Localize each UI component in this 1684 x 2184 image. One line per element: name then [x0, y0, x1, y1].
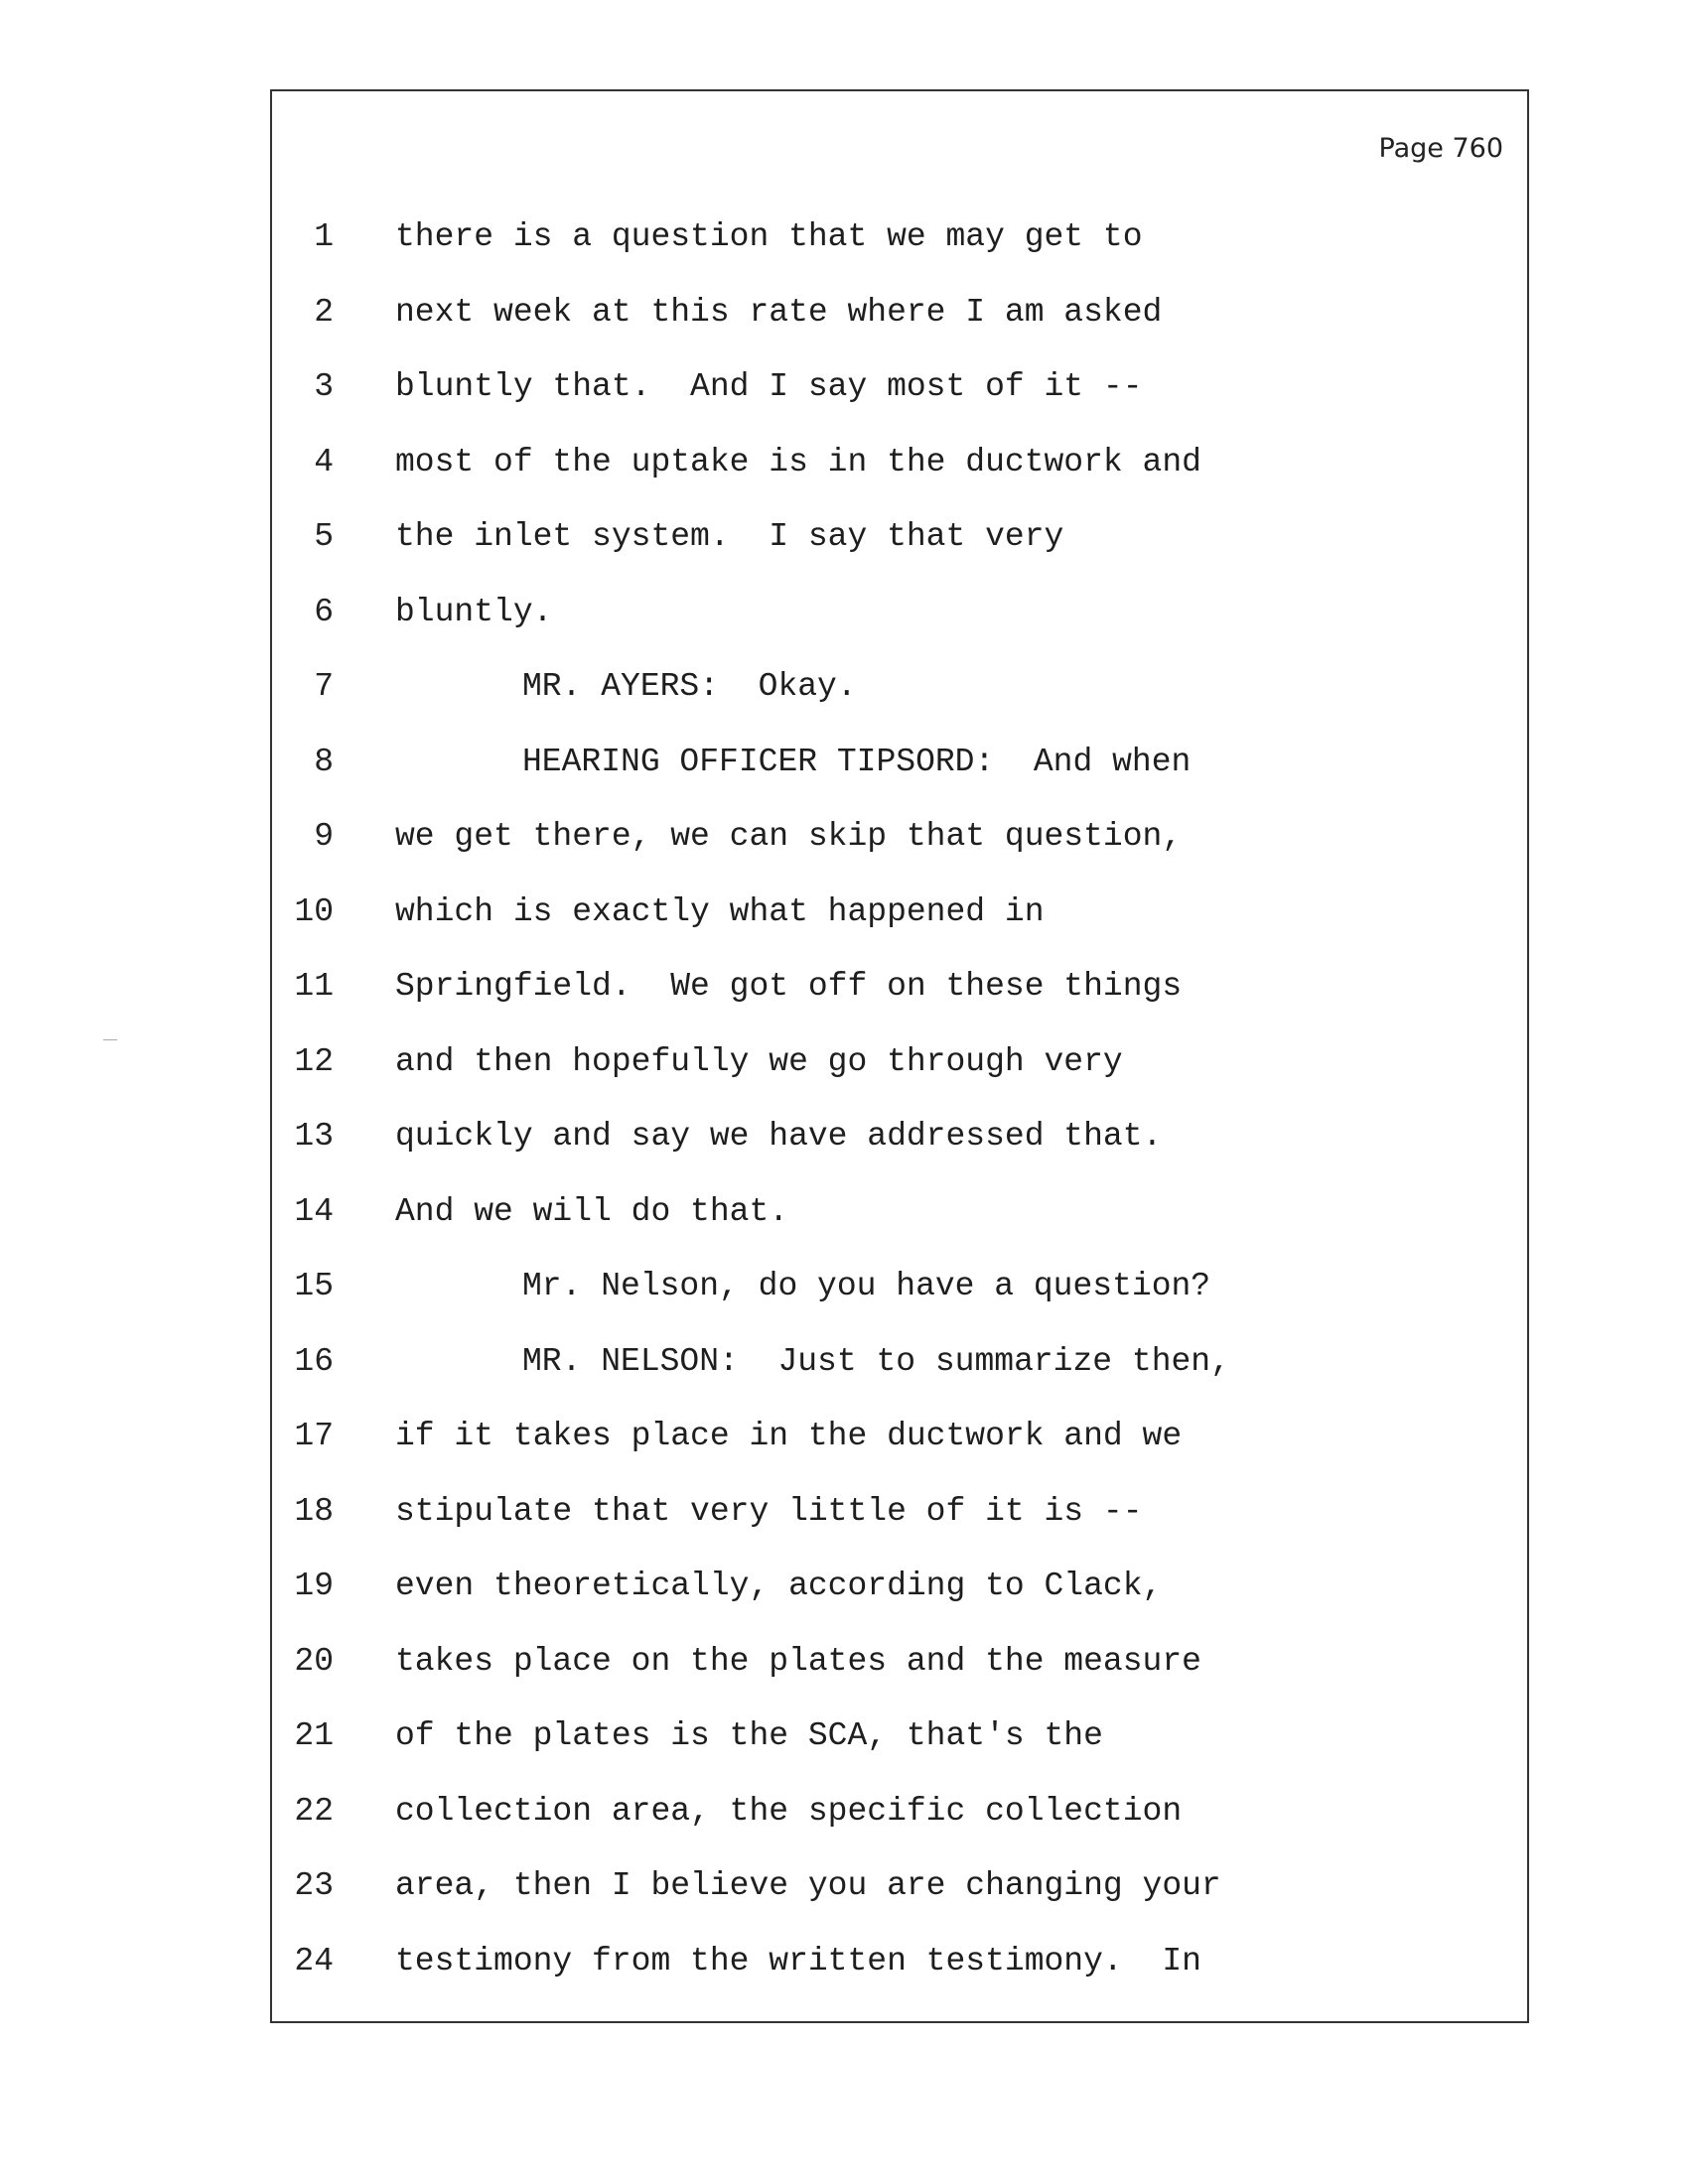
page-number: Page 760 — [1378, 133, 1503, 164]
line-number: 9 — [314, 818, 334, 855]
transcript-line — [272, 949, 1527, 1024]
line-text: if it takes place in the ductwork and we — [395, 1418, 1183, 1454]
line-text: MR. NELSON: Just to summarize then, — [522, 1342, 1230, 1380]
transcript-line — [272, 1549, 1527, 1624]
line-text: next week at this rate where I am asked — [395, 293, 1163, 331]
line-number: 11 — [294, 968, 334, 1005]
line-text: Springfield. We got off on these things — [395, 968, 1183, 1005]
transcript-line — [272, 1099, 1527, 1174]
line-text: of the plates is the SCA, that's the — [395, 1717, 1103, 1754]
line-number: 7 — [314, 668, 334, 705]
line-number: 5 — [314, 518, 334, 555]
transcript-line — [272, 1174, 1527, 1250]
line-number: 3 — [314, 368, 334, 405]
line-text: bluntly that. And I say most of it -- — [395, 368, 1143, 405]
line-number: 4 — [314, 443, 334, 480]
transcript-line — [272, 1024, 1527, 1100]
line-text: most of the uptake is in the ductwork and — [395, 443, 1201, 480]
line-text: takes place on the plates and the measure — [395, 1642, 1201, 1680]
transcript-line — [272, 1848, 1527, 1924]
line-number: 23 — [294, 1867, 334, 1904]
line-text: and then hopefully we go through very — [395, 1042, 1123, 1080]
line-text: even theoretically, according to Clack, — [395, 1568, 1163, 1604]
transcript-line — [272, 499, 1527, 575]
transcript-line — [272, 1924, 1527, 1999]
transcript-line — [272, 575, 1527, 650]
transcript-line — [272, 799, 1527, 875]
line-number: 24 — [294, 1942, 334, 1979]
line-text: Mr. Nelson, do you have a question? — [522, 1268, 1211, 1304]
line-text: collection area, the specific collection — [395, 1792, 1183, 1830]
line-number: 10 — [294, 892, 334, 930]
line-number: 6 — [314, 593, 334, 630]
line-number: 2 — [314, 293, 334, 331]
line-text: testimony from the written testimony. In — [395, 1942, 1201, 1979]
line-number: 18 — [294, 1492, 334, 1530]
line-text: stipulate that very little of it is -- — [395, 1492, 1143, 1530]
line-number: 1 — [314, 218, 334, 255]
line-text: there is a question that we may get to — [395, 218, 1143, 255]
line-text: which is exactly what happened in — [395, 892, 1045, 930]
line-number: 12 — [294, 1042, 334, 1080]
transcript-line — [272, 425, 1527, 500]
line-text: the inlet system. I say that very — [395, 518, 1064, 555]
transcript-line — [272, 1624, 1527, 1700]
line-text: MR. AYERS: Okay. — [522, 668, 857, 705]
transcript-line — [272, 1324, 1527, 1400]
line-number: 13 — [294, 1118, 334, 1155]
scan-mark — [103, 1039, 117, 1040]
transcript-page-frame — [270, 89, 1529, 2023]
transcript-line — [272, 725, 1527, 800]
line-number: 14 — [294, 1192, 334, 1230]
transcript-line — [272, 200, 1527, 275]
line-number: 21 — [294, 1717, 334, 1754]
transcript-line — [272, 1774, 1527, 1849]
line-number: 15 — [294, 1268, 334, 1304]
transcript-line — [272, 1699, 1527, 1774]
line-text: bluntly. — [395, 593, 553, 630]
line-number: 16 — [294, 1342, 334, 1380]
line-text: quickly and say we have addressed that. — [395, 1118, 1163, 1155]
line-text: we get there, we can skip that question, — [395, 818, 1183, 855]
line-text: area, then I believe you are changing your — [395, 1867, 1221, 1904]
line-number: 20 — [294, 1642, 334, 1680]
transcript-line — [272, 275, 1527, 350]
transcript-line — [272, 649, 1527, 725]
line-number: 8 — [314, 743, 334, 780]
line-text: And we will do that. — [395, 1192, 789, 1230]
line-number: 19 — [294, 1568, 334, 1604]
transcript-line — [272, 1399, 1527, 1474]
transcript-line — [272, 875, 1527, 950]
line-number: 17 — [294, 1418, 334, 1454]
line-number: 22 — [294, 1792, 334, 1830]
transcript-line — [272, 1474, 1527, 1550]
line-text: HEARING OFFICER TIPSORD: And when — [522, 743, 1192, 780]
transcript-line — [272, 349, 1527, 425]
transcript-line — [272, 1249, 1527, 1324]
